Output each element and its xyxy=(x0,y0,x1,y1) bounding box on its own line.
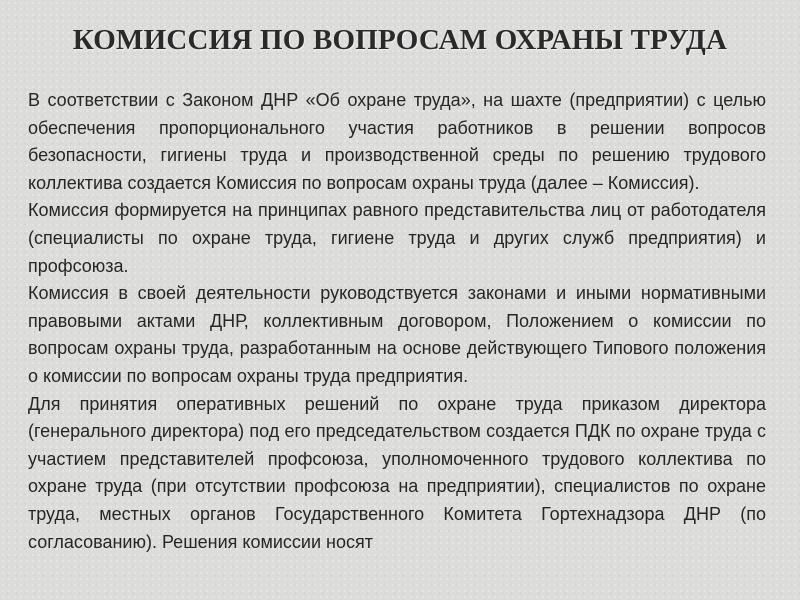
paragraph-pdk: Для принятия оперативных решений по охране труда приказом директора (генерального директора) под его председательством создается ПДК по охране труда с участием представителей профсоюза, уполномоченного трудового коллектива по охране труда (при отсутствии профсоюза на предприятии), специалистов по охране труда, местных органов Государственного Комитета Гортехнадзора ДНР (по согласованию). Решения комиссии носят xyxy=(28,393,766,552)
slide-title: КОМИССИЯ ПО ВОПРОСАМ ОХРАНЫ ТРУДА xyxy=(72,24,728,56)
paragraph-regulations: Комиссия в своей деятельности руководствуется законами и иными нормативными правовыми актами ДНР, коллективным договором, Положением о комиссии по вопросам охраны труда, разработанным на основе действующего Типового положения о комиссии по вопросам охраны труда предприятия. xyxy=(28,283,766,386)
paragraph-law-basis: В соответствии с Законом ДНР «Об охране труда», на шахте (предприятии) с целью обеспечения пропорционального участия работников в решении вопросов безопасности, гигиены труда и производственной среды по решению трудового коллектива создается Комиссия по вопросам охраны труда (далее – Комиссия). xyxy=(28,90,766,193)
paragraph-composition: Комиссия формируется на принципах равного представительства лиц от работодателя (специалисты по охране труда, гигиене труда и других служб предприятия) и профсоюза. xyxy=(28,200,766,276)
slide-body xyxy=(28,87,766,556)
